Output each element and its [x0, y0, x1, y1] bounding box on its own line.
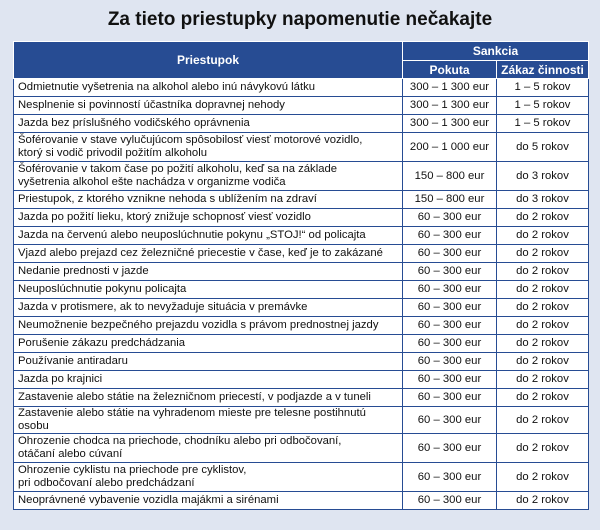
ban-cell: do 3 rokov — [497, 162, 589, 191]
ban-cell: do 2 rokov — [497, 353, 589, 371]
fine-cell: 300 – 1 300 eur — [403, 115, 497, 133]
offense-text: Jazda v protismere, ak to nevyžaduje situácia v premávke — [18, 301, 308, 313]
offense-text: vyšetrenia alkohol ešte nachádza v organizme vodiča — [18, 176, 286, 188]
table-row — [14, 281, 589, 299]
fine-cell: 60 – 300 eur — [403, 463, 497, 492]
table-row — [14, 162, 589, 191]
ban-cell: 1 – 5 rokov — [497, 97, 589, 115]
ban-cell: 1 – 5 rokov — [497, 79, 589, 97]
offense-text: Jazda po požití lieku, ktorý znižuje schopnosť viesť vozidlo — [18, 211, 311, 223]
ban-cell: do 2 rokov — [497, 209, 589, 227]
offense-text: Nesplnenie si povinností účastníka dopravnej nehody — [18, 99, 285, 111]
offense-cell — [14, 162, 403, 191]
fine-cell: 60 – 300 eur — [403, 353, 497, 371]
offense-text: pri odbočovaní alebo predchádzaní — [18, 477, 195, 489]
offense-text: Priestupok, z ktorého vznikne nehoda s ublížením na zdraví — [18, 193, 317, 205]
offense-text: Jazda po krajnici — [18, 373, 103, 385]
fine-cell: 60 – 300 eur — [403, 281, 497, 299]
fine-cell: 300 – 1 300 eur — [403, 79, 497, 97]
offense-text: Odmietnutie vyšetrenia na alkohol alebo inú návykovú látku — [18, 81, 316, 93]
fine-cell: 60 – 300 eur — [403, 407, 497, 434]
ban-column-header: Zákaz činnosti — [497, 61, 589, 79]
ban-cell: do 2 rokov — [497, 335, 589, 353]
fine-cell: 60 – 300 eur — [403, 299, 497, 317]
offense-cell — [14, 371, 403, 389]
table-row — [14, 463, 589, 492]
offense-cell — [14, 281, 403, 299]
offense-cell — [14, 97, 403, 115]
ban-cell: do 2 rokov — [497, 371, 589, 389]
page-title: Za tieto priestupky napomenutie nečakajte — [107, 9, 493, 30]
offense-cell — [14, 191, 403, 209]
ban-cell: do 2 rokov — [497, 317, 589, 335]
ban-cell: do 2 rokov — [497, 389, 589, 407]
offense-text: Ohrozenie cyklistu na priechode pre cyklistov, — [18, 464, 247, 476]
fine-cell: 150 – 800 eur — [403, 191, 497, 209]
fine-cell: 60 – 300 eur — [403, 245, 497, 263]
offense-text: Jazda na červenú alebo neuposlúchnutie pokynu „STOJ!“ od policajta — [18, 229, 366, 241]
table-row — [14, 492, 589, 510]
offense-cell — [14, 317, 403, 335]
table-row — [14, 209, 589, 227]
offense-cell — [14, 463, 403, 492]
fine-cell: 200 – 1 000 eur — [403, 133, 497, 162]
offense-text: Neuposlúchnutie pokynu policajta — [18, 283, 187, 295]
offense-cell — [14, 353, 403, 371]
offense-text: Porušenie zákazu predchádzania — [18, 337, 186, 349]
table-row — [14, 434, 589, 463]
offense-cell — [14, 133, 403, 162]
offense-text: Zastavenie alebo státie na vyhradenom mieste pre telesne postihnutú osobu — [18, 407, 366, 432]
fine-cell: 60 – 300 eur — [403, 335, 497, 353]
table-row — [14, 299, 589, 317]
offense-cell — [14, 227, 403, 245]
table-row — [14, 407, 589, 434]
table-row — [14, 97, 589, 115]
offense-cell — [14, 263, 403, 281]
ban-cell: do 5 rokov — [497, 133, 589, 162]
fine-column-header: Pokuta — [403, 61, 497, 79]
offense-cell — [14, 299, 403, 317]
fine-cell: 60 – 300 eur — [403, 317, 497, 335]
ban-cell: do 2 rokov — [497, 492, 589, 510]
table-row — [14, 371, 589, 389]
ban-cell: do 2 rokov — [497, 463, 589, 492]
fine-cell: 60 – 300 eur — [403, 263, 497, 281]
offense-text: Neumožnenie bezpečného prejazdu vozidla s právom prednostnej jazdy — [18, 319, 379, 331]
ban-cell: do 2 rokov — [497, 263, 589, 281]
offense-text: Zastavenie alebo státie na železničnom priecestí, v podjazde a v tuneli — [18, 391, 371, 403]
ban-cell: do 2 rokov — [497, 434, 589, 463]
offense-cell — [14, 389, 403, 407]
fine-cell: 60 – 300 eur — [403, 434, 497, 463]
offense-text: Ohrozenie chodca na priechode, chodníku alebo pri odbočovaní, — [18, 435, 342, 447]
table-row — [14, 79, 589, 97]
ban-cell: do 2 rokov — [497, 227, 589, 245]
table-row — [14, 353, 589, 371]
offense-column-header: Priestupok — [14, 42, 403, 79]
table-row — [14, 317, 589, 335]
ban-cell: do 2 rokov — [497, 407, 589, 434]
sanctions-column-header: Sankcia — [403, 42, 589, 61]
fine-cell: 60 – 300 eur — [403, 227, 497, 245]
fine-cell: 60 – 300 eur — [403, 389, 497, 407]
table-row — [14, 335, 589, 353]
table-row — [14, 133, 589, 162]
table-row — [14, 389, 589, 407]
offense-text: Používanie antiradaru — [18, 355, 128, 367]
ban-cell: 1 – 5 rokov — [497, 115, 589, 133]
offenses-table — [13, 41, 589, 510]
offense-text: ktorý si vodič privodil požitím alkoholu — [18, 147, 207, 159]
table-row — [14, 115, 589, 133]
offense-cell — [14, 79, 403, 97]
offense-cell — [14, 492, 403, 510]
fine-cell: 300 – 1 300 eur — [403, 97, 497, 115]
ban-cell: do 2 rokov — [497, 299, 589, 317]
offense-cell — [14, 335, 403, 353]
offense-text: Vjazd alebo prejazd cez železničné priecestie v čase, keď je to zakázané — [18, 247, 383, 259]
offense-cell — [14, 407, 403, 434]
offense-cell — [14, 115, 403, 133]
ban-cell: do 2 rokov — [497, 245, 589, 263]
offense-cell — [14, 209, 403, 227]
fine-cell: 60 – 300 eur — [403, 371, 497, 389]
offense-cell — [14, 434, 403, 463]
table-row — [14, 245, 589, 263]
offense-text: Nedanie prednosti v jazde — [18, 265, 149, 277]
table-body — [14, 79, 589, 510]
offense-text: Neoprávnené vybavenie vozidla majákmi a sirénami — [18, 494, 279, 506]
fine-cell: 60 – 300 eur — [403, 492, 497, 510]
table-row — [14, 263, 589, 281]
offense-text: Šoférovanie v stave vylučujúcom spôsobilosť viesť motorové vozidlo, — [18, 134, 363, 146]
fine-cell: 60 – 300 eur — [403, 209, 497, 227]
offense-text: Šoférovanie v takom čase po požití alkoholu, keď sa na základe — [18, 163, 338, 175]
offense-text: Jazda bez príslušného vodičského oprávnenia — [18, 117, 250, 129]
ban-cell: do 2 rokov — [497, 281, 589, 299]
table-row — [14, 227, 589, 245]
table-row — [14, 191, 589, 209]
offense-text: otáčaní alebo cúvaní — [18, 448, 123, 460]
fine-cell: 150 – 800 eur — [403, 162, 497, 191]
ban-cell: do 3 rokov — [497, 191, 589, 209]
offense-cell — [14, 245, 403, 263]
